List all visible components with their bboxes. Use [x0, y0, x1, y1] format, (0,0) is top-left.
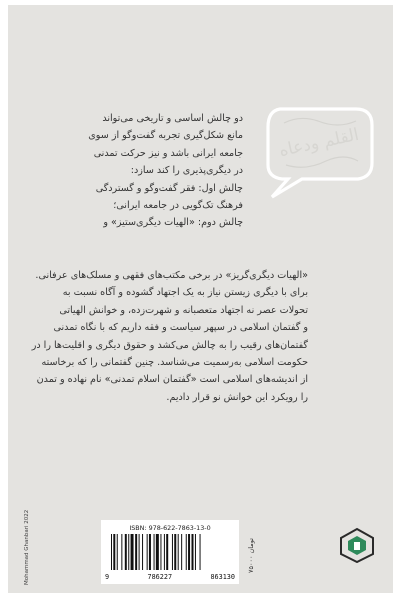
- barcode-bar: [156, 534, 159, 570]
- barcode-bar: [164, 534, 165, 570]
- book-back-cover: [8, 5, 393, 593]
- text-line: از اندیشه‌های اسلامی است «گفتمان اسلام تمدنی» نام نهاده و تمدن: [36, 374, 308, 386]
- barcode-bar: [131, 534, 134, 570]
- text-line: «الهیات دیگری‌گریز» در برخی مکتب‌های فقهی و مسلک‌های عرفانی.: [35, 270, 308, 281]
- barcode-bar: [125, 534, 127, 570]
- barcode-bar: [117, 534, 118, 570]
- barcode-bar: [188, 534, 190, 570]
- barcode-bar: [113, 534, 115, 570]
- barcode-bar: [178, 534, 179, 570]
- intro-paragraph: [88, 110, 243, 232]
- text-line: تحولات عصر نه اجتهاد متعصبانه و شهرت‌زده، و خوانش الهیاتی: [59, 304, 308, 316]
- text-line: در دیگری‌پذیری را کند سازد:: [130, 165, 243, 177]
- barcode-digits: [101, 573, 239, 581]
- barcode-bar: [200, 534, 201, 570]
- text-line: چالش دوم: «الهیات دیگری‌ستیز» و: [103, 217, 243, 229]
- price-label: ۷۵۰۰۰ تومان: [247, 538, 255, 573]
- text-line: دو چالش اساسی و تاریخی می‌تواند: [102, 113, 243, 124]
- body-paragraph: [32, 267, 308, 406]
- isbn-number: ISBN: 978-622-7863-13-0: [129, 524, 211, 532]
- barcode-bar: [139, 534, 140, 570]
- text-line: فرهنگ تک‌گویی در جامعه ایرانی؛: [113, 200, 243, 212]
- text-line: جامعه ایرانی باشد و نیز حرکت تمدنی: [93, 147, 243, 159]
- barcode-bar: [172, 534, 173, 570]
- barcode-digit-group: 786227: [147, 573, 173, 581]
- barcode-icon: [111, 534, 229, 570]
- barcode-bar: [192, 534, 194, 570]
- barcode-bar: [186, 534, 187, 570]
- barcode-digit-group: 863130: [210, 573, 235, 581]
- barcode-digit-group: 9: [105, 573, 110, 581]
- text-line: چالش اول: فقر گفت‌وگو و گستردگی: [95, 182, 243, 194]
- barcode-bar: [154, 534, 155, 570]
- text-line: گفتمان‌های رقیب را به چالش می‌کشد و حقوق دیگری و اقلیت‌ها را در: [31, 339, 308, 351]
- designer-name: Mohammad Ghanbari 2022: [24, 509, 30, 585]
- text-line: را رویکرد این خوانش نو قرار دادیم.: [166, 391, 308, 403]
- barcode-bar: [147, 534, 148, 570]
- text-line: و گفتمان اسلامی در سپهر سیاست و فقه داریم که با نگاه تمدنی: [53, 322, 308, 334]
- barcode-bar: [181, 534, 182, 570]
- barcode-bar: [128, 534, 129, 570]
- emblem-calligraphy: القلم ودعاه: [277, 124, 361, 162]
- text-line: مانع شکل‌گیری تجربه گفت‌وگو از سوی: [88, 130, 243, 142]
- barcode-bar: [142, 534, 143, 570]
- text-line: حکومت اسلامی به‌رسمیت می‌شناسد. چنین گفتمانی را که برخاسته: [41, 357, 308, 369]
- barcode-bar: [166, 534, 168, 570]
- isbn-barcode: [101, 520, 239, 584]
- barcode-bar: [111, 534, 112, 570]
- cover-designer-credit: [24, 509, 50, 585]
- publisher-logo-icon: [338, 527, 376, 563]
- text-line: برای با دیگری زیستن نیاز به یک اجتهاد گشوده و آگاه نسبت به: [62, 287, 308, 299]
- barcode-bar: [121, 534, 122, 570]
- barcode-bar: [195, 534, 196, 570]
- barcode-bar: [135, 534, 137, 570]
- barcode-bar: [160, 534, 161, 570]
- barcode-bar: [174, 534, 176, 570]
- barcode-bar: [149, 534, 151, 570]
